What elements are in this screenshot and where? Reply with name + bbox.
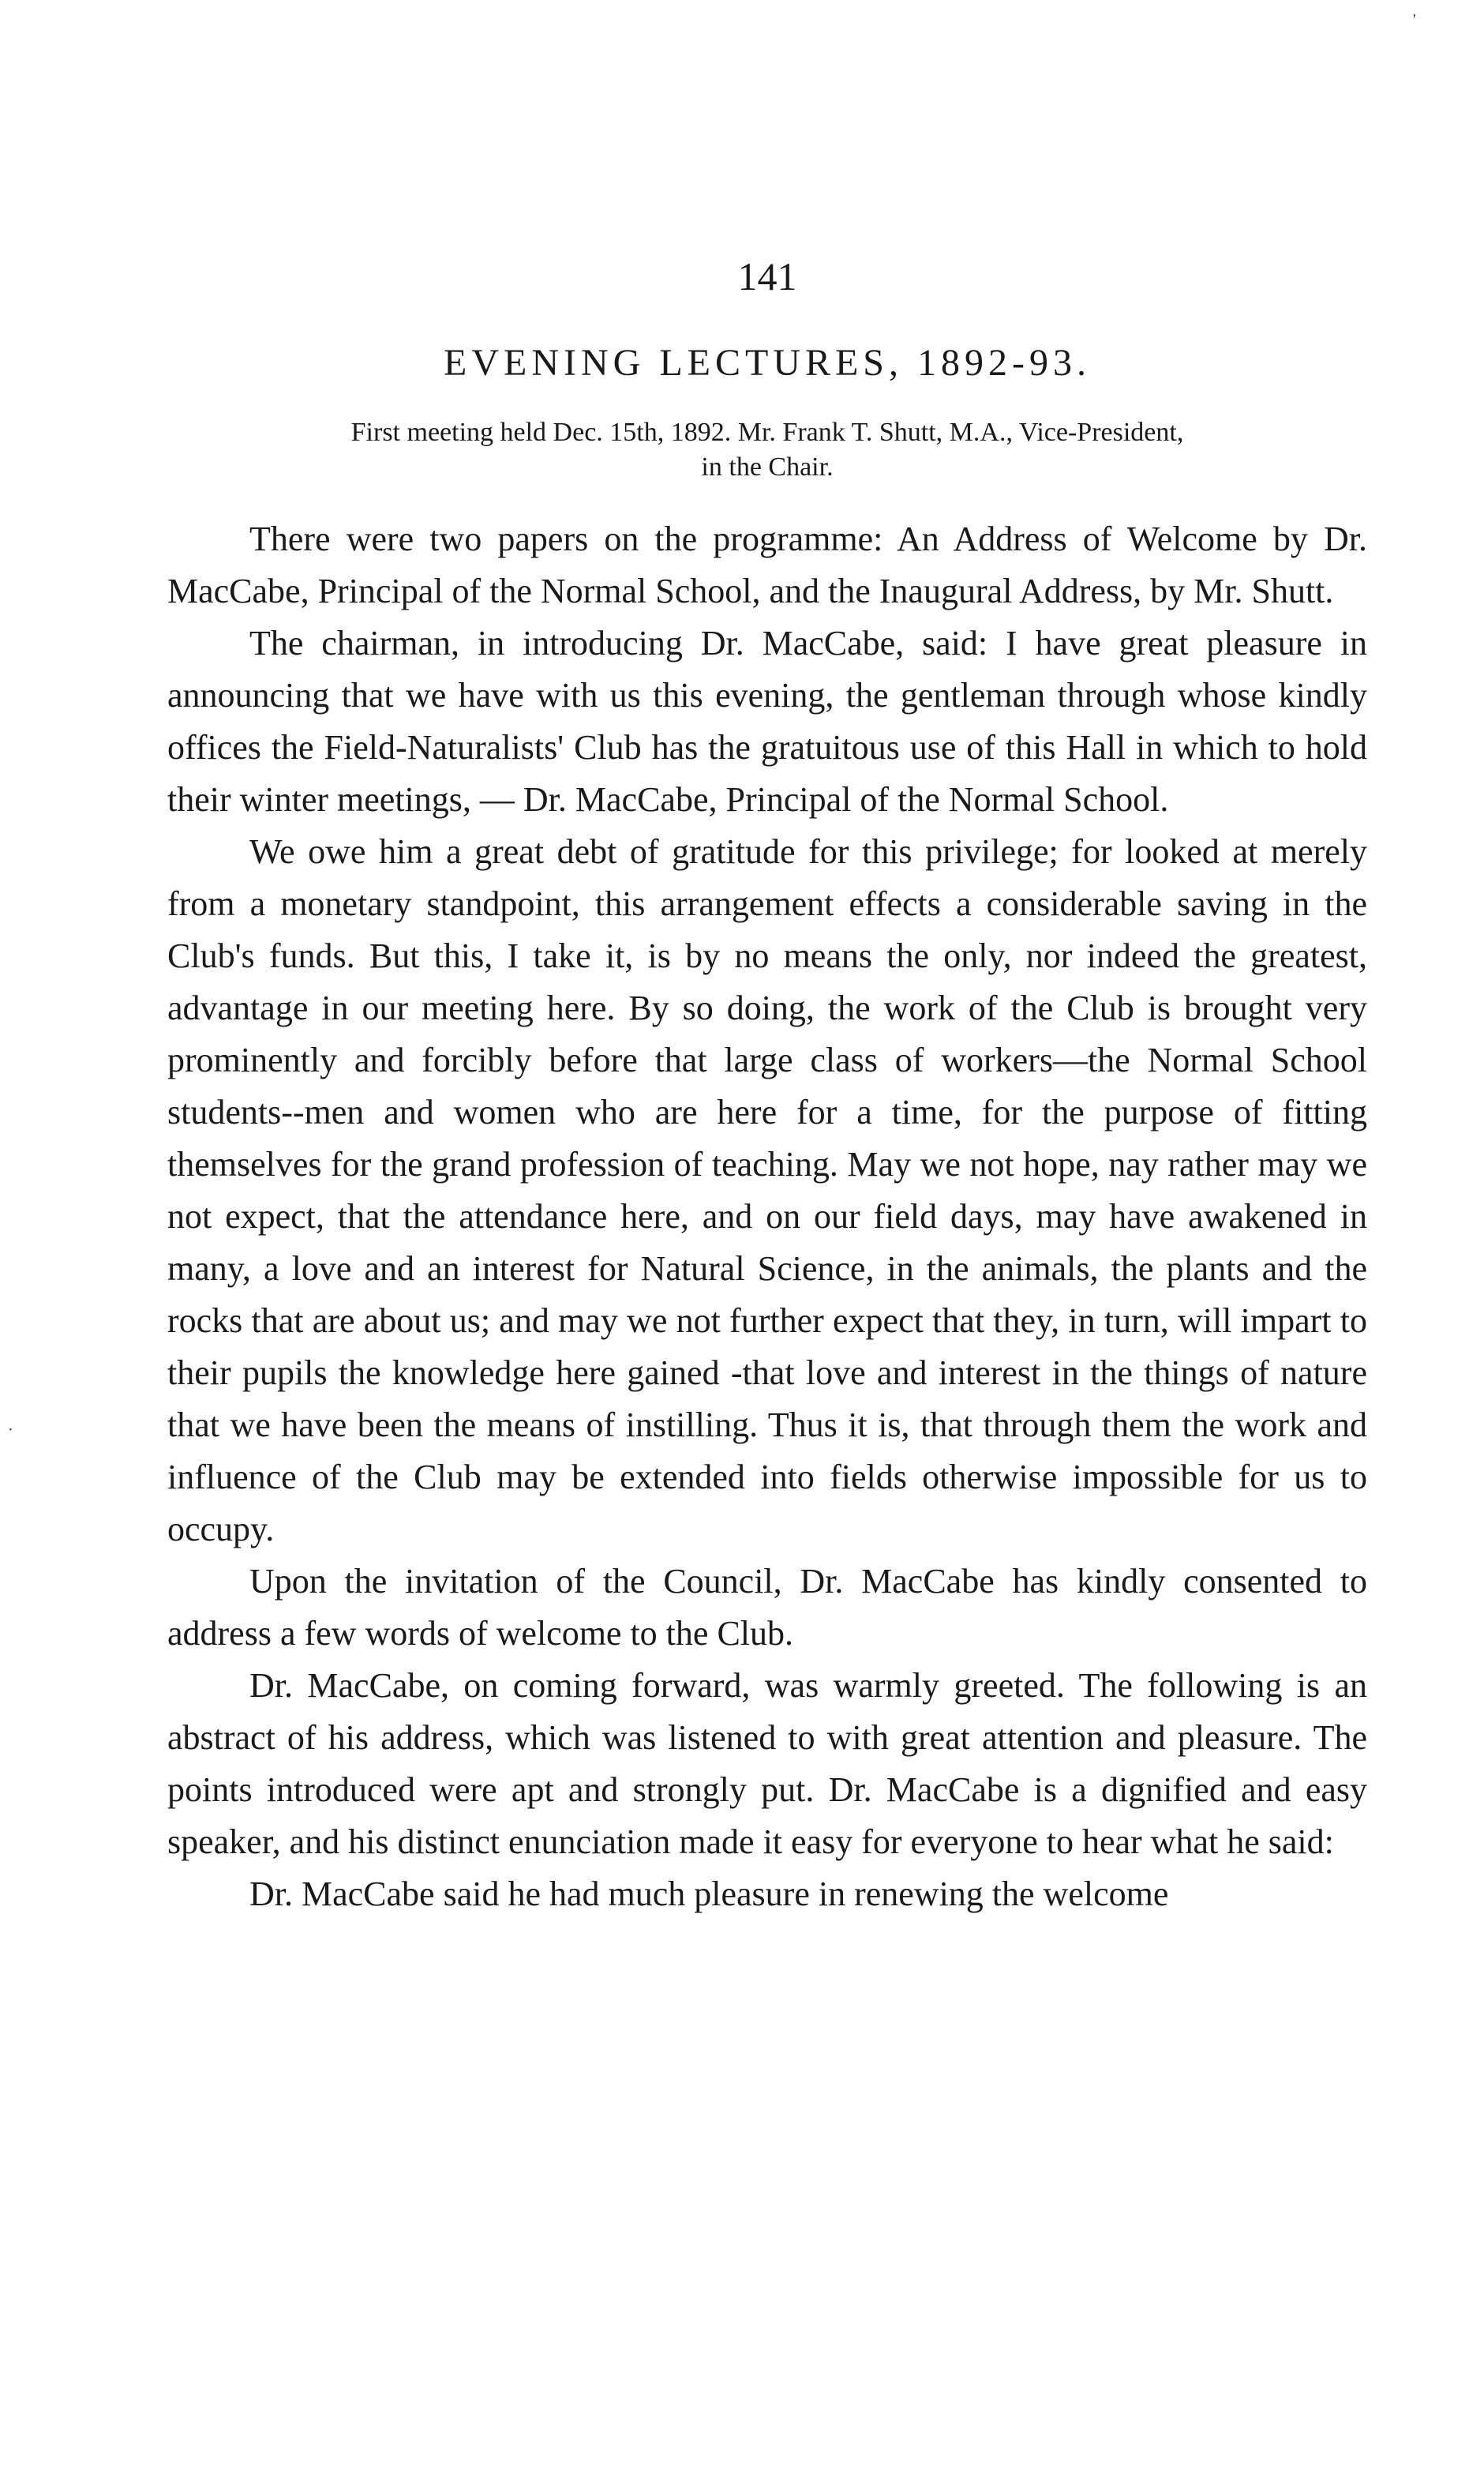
page-number: 141: [737, 254, 797, 298]
paragraph-5: Dr. MacCabe, on coming forward, was warmly greeted. The following is an abstract of his address, which was listened to with great attention and pleasure. The points introduced were apt and strongly put. Dr. MacCabe is a dignified and easy speaker, and his distinct enunciation made it easy for everyone to hear what he said:: [167, 1666, 1367, 1861]
paragraph-4: Upon the invitation of the Council, Dr. MacCabe has kindly consented to address a few words of welcome to the Club.: [167, 1562, 1367, 1653]
paragraph-1: There were two papers on the programme: An Address of Welcome by Dr. MacCabe, Principal of the Normal School, and the Inaugural Address, by Mr. Shutt.: [167, 520, 1367, 610]
page-title: EVENING LECTURES, 1892-93.: [444, 342, 1091, 384]
stray-mark-left: ·: [8, 1421, 13, 1439]
stray-mark-top: ': [1413, 11, 1416, 28]
paragraph-2: The chairman, in introducing Dr. MacCabe, said: I have great pleasure in announcing that we have with us this evening, the gentleman through whose kindly offices the Field-Naturalists' Club has the gratuitous use of this Hall in which to hold their winter meetings, — Dr. MacCabe, Principal of the Normal School.: [167, 624, 1367, 819]
subtitle-line-1: First meeting held Dec. 15th, 1892. Mr. Frank T. Shutt, M.A., Vice-President,: [350, 418, 1184, 447]
meeting-subtitle: [167, 415, 1367, 485]
subtitle-line-2: in the Chair.: [701, 452, 834, 482]
document-page: [167, 253, 1367, 1920]
paragraph-6: Dr. MacCabe said he had much pleasure in renewing the welcome: [249, 1875, 1169, 1913]
paragraph-3: We owe him a great debt of gratitude for this privilege; for looked at merely from a monetary standpoint, this arrangement effects a considerable saving in the Club's funds. But this, I take it, is by no means the only, nor indeed the greatest, advantage in our meeting here. By so doing, the work of the Club is brought very prominently and forcibly before that large class of workers—the Normal School students--men and women who are here for a time, for the purpose of fitting themselves for the grand profession of teaching. May we not hope, nay rather may we not expect, that the attendance here, and on our field days, may have awakened in many, a love and an interest for Natural Science, in the animals, the plants and the rocks that are about us; and may we not further expect that they, in turn, will impart to their pupils the knowledge here gained -that love and interest in the things of nature that we have been the means of instilling. Thus it is, that through them the work and influence of the Club may be extended into fields otherwise impossible for us to occupy.: [167, 832, 1367, 1548]
